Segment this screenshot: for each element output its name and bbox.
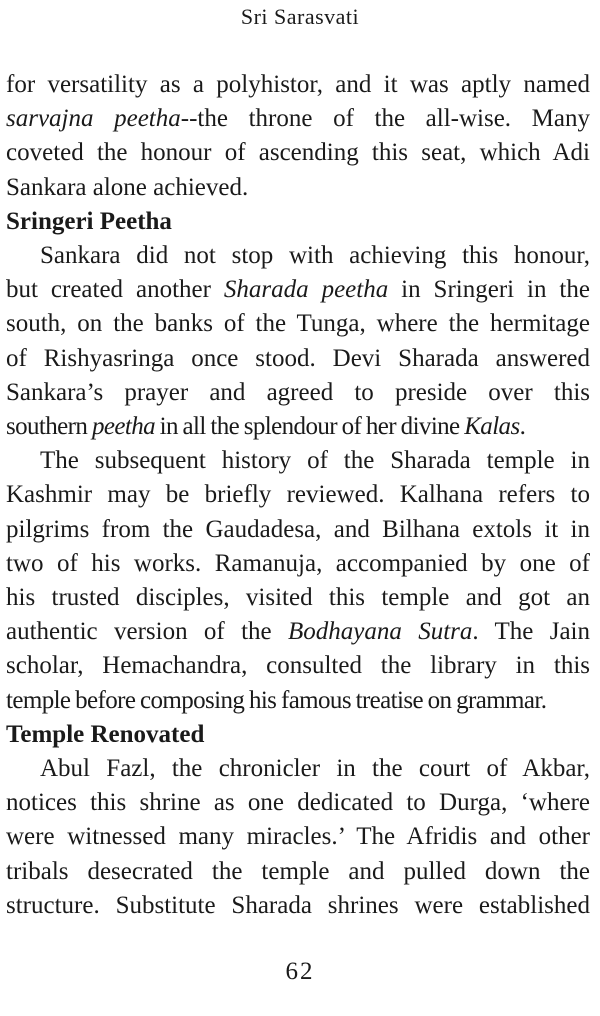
text-line: tribals desecrated the temple and pulled down the: [6, 857, 590, 885]
text-segment: --the throne of the all-wise. Many: [180, 105, 591, 133]
text-line: for versatility as a polyhistor, and it was aptly named: [6, 71, 590, 98]
page-number: 62: [285, 958, 315, 985]
text-line: Sankara alone achieved.: [6, 173, 249, 201]
text-segment: southern: [6, 413, 92, 441]
text-line: two of his works. Ramanuja, accompanied by one of: [6, 549, 590, 577]
text-line: temple before composing his famous treatise on grammar.: [6, 686, 547, 714]
text-line: [6, 102, 590, 136]
paragraph-4: [6, 752, 590, 923]
text-line: scholar, Hemachandra, consulted the library in this: [6, 652, 590, 680]
text-line: coveted the honour of ascending this seat, which Adi: [6, 139, 590, 167]
text-line: [6, 273, 590, 307]
text-line: [6, 410, 590, 444]
section-heading-temple-renovated: Temple Renovated: [6, 720, 205, 748]
text-segment: . The Jain: [472, 618, 591, 646]
text-line: Kashmir may be briefly reviewed. Kalhana refers to: [6, 481, 590, 509]
text-segment: authentic version of the: [6, 618, 288, 646]
paragraph-1: [6, 68, 590, 205]
text-line: Sankara’s prayer and agreed to preside over this: [6, 378, 590, 406]
italic-term: Bodhayana Sutra: [287, 618, 473, 646]
text-segment: but created another: [6, 276, 224, 304]
text-line: were witnessed many miracles.’ The Afridis and other: [6, 823, 590, 851]
text-line: his trusted disciples, visited this temple and got an: [6, 584, 590, 612]
italic-term: peetha: [91, 413, 155, 441]
text-line: structure. Substitute Sharada shrines were established: [6, 891, 590, 919]
text-segment: in all the splendour of her divine: [155, 413, 465, 441]
italic-term: sarvajna peetha: [6, 105, 181, 133]
italic-term: Kalas: [464, 413, 520, 441]
paragraph-2: [6, 239, 590, 444]
running-header: Sri Sarasvati: [240, 4, 360, 29]
text-line: Sankara did not stop with achieving this honour,: [40, 242, 590, 270]
italic-term: Sharada peetha: [223, 276, 389, 304]
text-line: south, on the banks of the Tunga, where the hermitage: [6, 310, 590, 338]
text-segment: .: [519, 413, 526, 441]
text-line: Abul Fazl, the chronicler in the court of Akbar,: [40, 755, 590, 783]
text-line: of Rishyasringa once stood. Devi Sharada answered: [6, 344, 590, 372]
section-heading-sringeri-peetha: Sringeri Peetha: [6, 207, 172, 235]
text-line: The subsequent history of the Sharada temple in: [40, 447, 590, 475]
text-line: [6, 615, 590, 649]
text-line: notices this shrine as one dedicated to Durga, ‘where: [6, 789, 590, 817]
text-line: pilgrims from the Gaudadesa, and Bilhana extols it in: [6, 515, 590, 543]
text-segment: in Sringeri in the: [388, 276, 590, 304]
page-body: [6, 68, 590, 923]
paragraph-3: [6, 444, 590, 718]
